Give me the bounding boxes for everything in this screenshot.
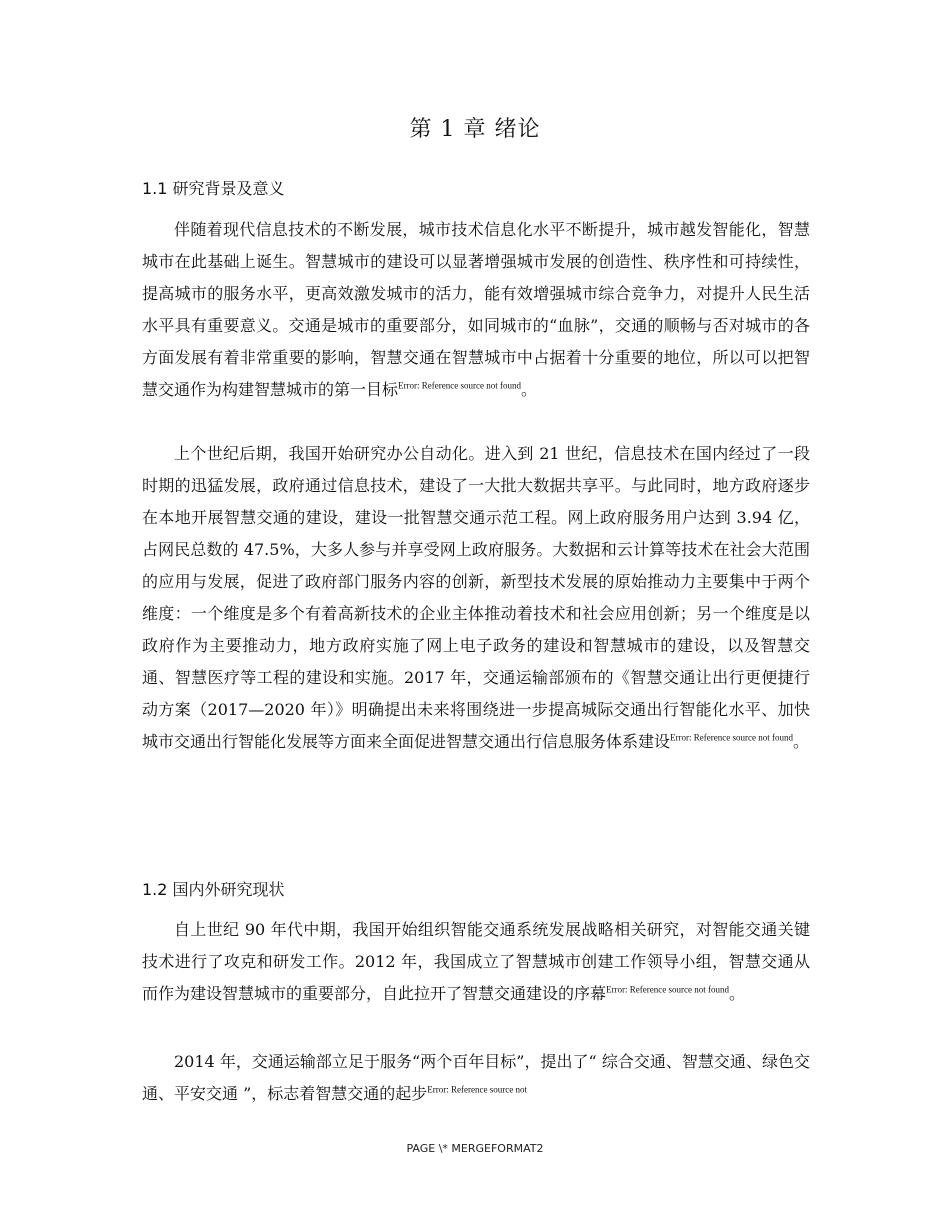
reference-error-note: Error: Reference source not found [670,732,793,743]
paragraph-tail: 。 [792,732,809,751]
chapter-title: 第 1 章 绪论 [409,117,541,142]
paragraph-status-2 [142,1046,810,1110]
paragraph-text: 自上世纪 90 年代中期，我国开始组织智能交通系统发展战略相关研究，对智能交通关键技术进行了攻克和研发工作。2012 年，我国成立了智慧城市创建工作领导小组，智慧交通从而作为建设智慧城市的重要部分，自此拉开了智慧交通建设的序幕 [142,920,810,1003]
section-heading-1-1: 1.1 研究背景及意义 [142,179,285,198]
reference-error-note: Error: Reference source not found [606,984,729,995]
paragraph-text: 伴随着现代信息技术的不断发展，城市技术信息化水平不断提升，城市越发智能化，智慧城市在此基础上诞生。智慧城市的建设可以显著增强城市发展的创造性、秩序性和可持续性，提高城市的服务水平，更高效激发城市的活力，能有效增强城市综合竞争力，对提升人民生活水平具有重要意义。交通是城市的重要部分，如同城市的“血脉”，交通的顺畅与否对城市的各方面发展有着非常重要的影响，智慧交通在智慧城市中占据着十分重要的地位，所以可以把智慧交通作为构建智慧城市的第一目标 [142,220,810,399]
paragraph-status-1 [142,914,810,1010]
reference-error-note: Error: Reference source not found [398,380,521,391]
paragraph-background-2 [142,438,810,758]
reference-error-note: Error: Reference source not [427,1084,527,1095]
paragraph-background-1 [142,214,810,406]
paragraph-text: 2014 年，交通运输部立足于服务“两个百年目标”，提出了“ 综合交通、智慧交通、绿色交通、平安交通 ”，标志着智慧交通的起步 [142,1052,810,1103]
paragraph-tail: 。 [728,984,745,1003]
section-heading-1-2: 1.2 国内外研究现状 [142,880,285,899]
paragraph-text: 上个世纪后期，我国开始研究办公自动化。进入到 21 世纪，信息技术在国内经过了一段时期的迅猛发展，政府通过信息技术，建设了一大批大数据共享平。与此同时，地方政府逐步在本地开展智慧交通的建设，建设一批智慧交通示范工程。网上政府服务用户达到 3.94 亿，占网民总数的 47.5%，大多人参与并享受网上政府服务。大数据和云计算等技术在社会大范围的应用与发展，促进了政府部门服务内容的创新，新型技术发展的原始推动力主要集中于两个维度：一个维度是多个有着高新技术的企业主体推动着技术和社会应用创新；另一个维度是以政府作为主要推动力，地方政府实施了网上电子政务的建设和智慧城市的建设，以及智慧交通、智慧医疗等工程的建设和实施。2017 年，交通运输部颁布的《智慧交通让出行更便捷行动方案（2017—2020 年）》明确提出未来将围绕进一步提高城际交通出行智能化水平、加快城市交通出行智能化发展等方面来全面促进智慧交通出行信息服务体系建设 [142,444,810,751]
page-footer-field: PAGE \* MERGEFORMAT2 [406,1142,544,1155]
paragraph-tail: 。 [520,380,537,399]
